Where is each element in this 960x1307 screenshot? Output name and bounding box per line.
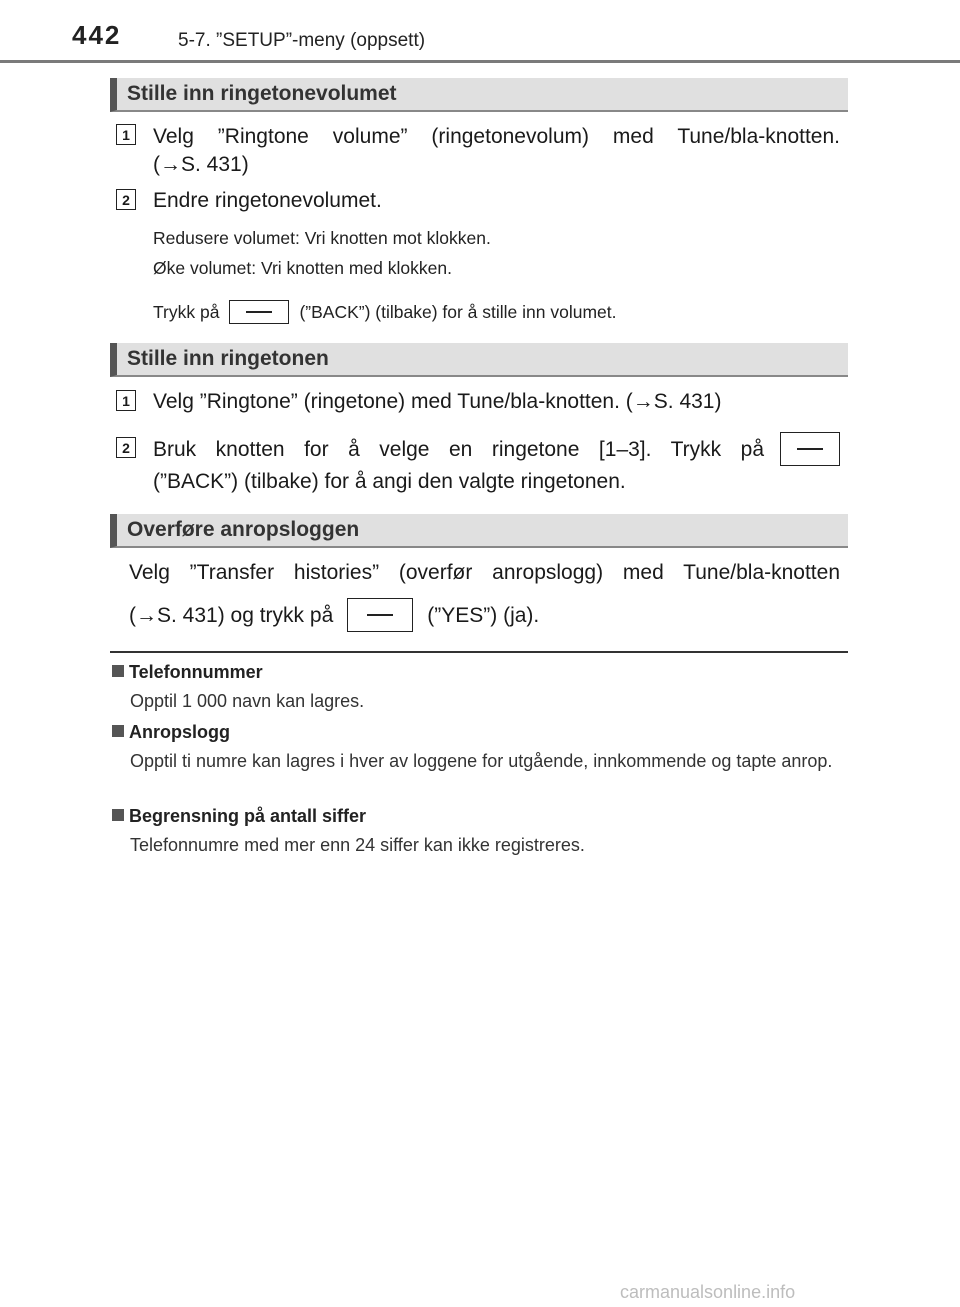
note-title-text: Telefonnummer (129, 662, 263, 682)
section-heading-transfer-log (110, 514, 848, 548)
section-heading-ringtone (110, 343, 848, 377)
step-text: Endre ringetonevolumet. (153, 189, 382, 212)
step-text: Velg ”Ringtone volume” (ringetonevolum) med Tune/bla-knotten. (153, 125, 840, 148)
sub-instruction-after: (”BACK”) (tilbake) for å stille inn volumet. (299, 301, 617, 322)
note-title (112, 662, 263, 683)
note-body: Telefonnumre med mer enn 24 siffer kan ikke registreres. (130, 835, 585, 855)
square-bullet-icon (112, 665, 124, 677)
square-bullet-icon (112, 725, 124, 737)
step-text-reference: (→S. 431) (153, 153, 249, 176)
note-title (112, 806, 366, 827)
step-text: Velg ”Ringtone” (ringetone) med Tune/bla-knotten. (→S. 431) (153, 390, 722, 413)
sub-instruction (153, 300, 617, 324)
note-title-text: Anropslogg (129, 722, 230, 742)
step-number-2: 2 (116, 437, 136, 458)
back-button-icon (780, 432, 840, 466)
step-number-2: 2 (116, 189, 136, 210)
sub-instruction-before: Trykk på (153, 301, 220, 322)
step-text-line: Bruk knotten for å velge en ringetone [1–3]. Trykk på (153, 437, 764, 461)
header-title: 5-7. ”SETUP”-meny (oppsett) (178, 30, 426, 51)
section-heading-ringtone-volume (110, 78, 848, 112)
section-text-before: (→S. 431) og trykk på (129, 603, 334, 627)
section-text: Velg ”Transfer histories” (overfør anropslogg) med Tune/bla-knotten (129, 561, 840, 584)
header-rule (0, 60, 960, 63)
section-heading-text: Stille inn ringetonen (127, 347, 329, 370)
step-text (153, 432, 840, 466)
note-title (112, 722, 230, 743)
step-number-1: 1 (116, 390, 136, 411)
square-bullet-icon (112, 809, 124, 821)
back-button-icon (229, 300, 289, 324)
yes-button-icon (347, 598, 413, 632)
sub-instruction: Redusere volumet: Vri knotten mot klokken. (153, 228, 491, 248)
page-number: 442 (72, 20, 122, 50)
note-title-text: Begrensning på antall siffer (129, 806, 367, 826)
section-heading-text: Stille inn ringetonevolumet (127, 82, 397, 105)
sub-instruction: Øke volumet: Vri knotten med klokken. (153, 258, 452, 278)
section-heading-text: Overføre anropsloggen (127, 518, 360, 541)
section-text-after: (”YES”) (ja). (427, 603, 540, 627)
notes-divider (110, 651, 848, 653)
watermark: carmanualsonline.info (620, 1282, 796, 1302)
section-text (129, 598, 539, 632)
step-text-continued: (”BACK”) (tilbake) for å angi den valgte ringetonen. (153, 470, 626, 493)
step-number-1: 1 (116, 124, 136, 145)
note-body: Opptil ti numre kan lagres i hver av loggene for utgående, innkommende og tapte anrop. (130, 751, 833, 771)
note-body: Opptil 1 000 navn kan lagres. (130, 691, 365, 711)
